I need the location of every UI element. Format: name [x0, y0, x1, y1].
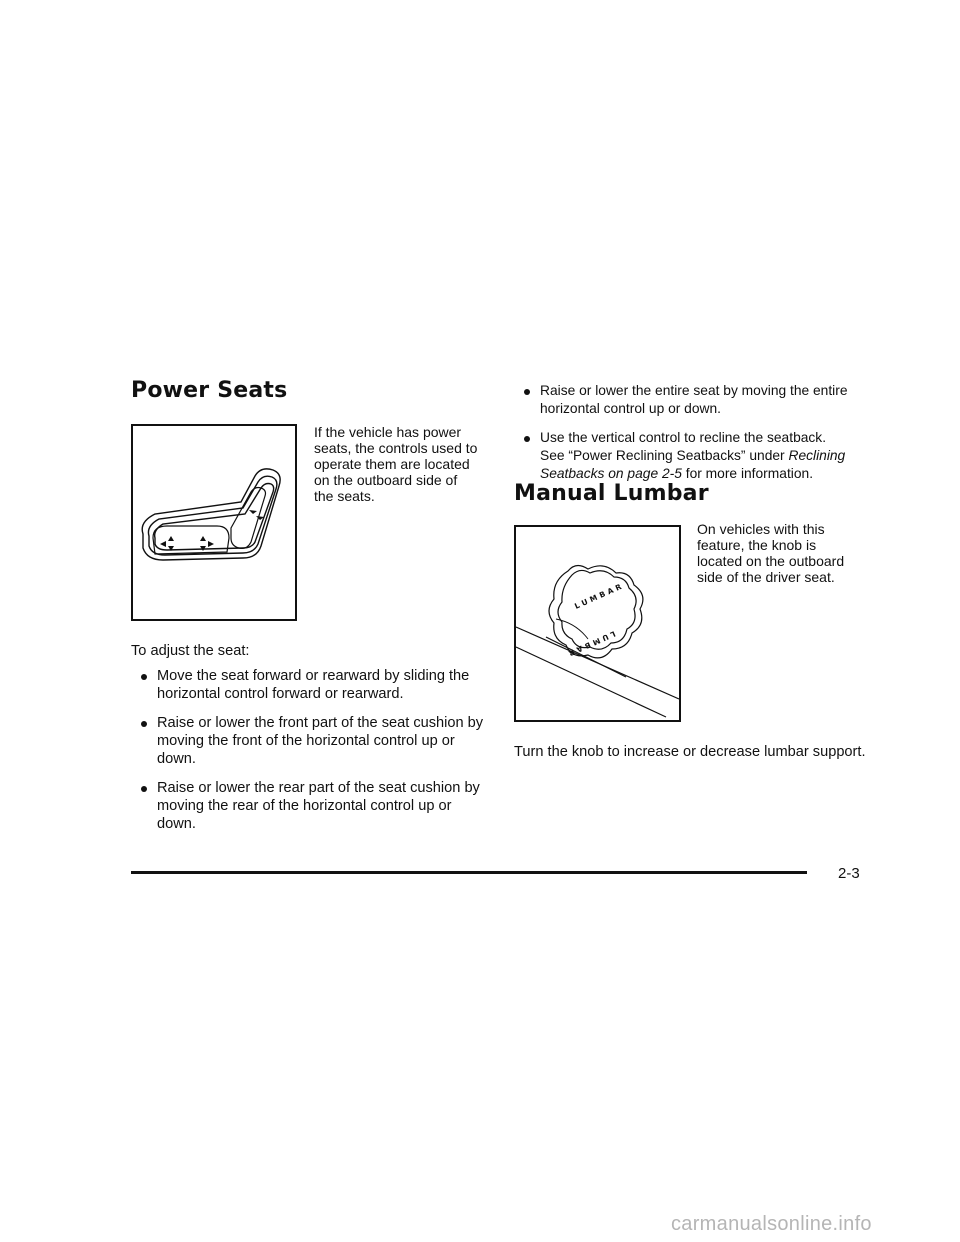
intro-line: If the vehicle has power	[314, 424, 462, 440]
intro-line: located on the outboard	[697, 553, 845, 569]
lumbar-knob-icon	[516, 527, 679, 720]
intro-line: seats, the controls used to	[314, 440, 478, 456]
intro-line: on the outboard side of	[314, 472, 458, 488]
cross-reference-link[interactable]: Reclining	[788, 448, 846, 463]
knob-label-top: LUMBAR	[573, 580, 626, 611]
bullet-line: Use the vertical control to recline the seatback.	[540, 430, 827, 445]
watermark-text[interactable]: carmanualsonline.info	[671, 1213, 872, 1235]
lumbar-instruction: Turn the knob to increase or decrease lumbar support.	[514, 744, 866, 760]
bullet-icon	[524, 436, 530, 442]
bullet-line: horizontal control forward or rearward.	[157, 686, 404, 702]
adjust-seat-label: To adjust the seat:	[131, 643, 250, 659]
list-item	[514, 382, 874, 418]
bullet-line: moving the front of the horizontal control up or down.	[157, 733, 455, 767]
power-seats-heading: Power Seats	[131, 378, 288, 403]
intro-line: side of the driver seat.	[697, 569, 835, 585]
bullet-line: Raise or lower the entire seat by moving the entire	[540, 383, 848, 398]
list-item	[131, 779, 491, 833]
cross-reference-text: See “Power Reclining Seatbacks” under	[540, 448, 789, 463]
power-seats-intro	[314, 424, 494, 504]
list-item	[131, 714, 491, 768]
cross-reference-text: for more information.	[681, 466, 814, 481]
bullet-icon	[524, 389, 530, 395]
manual-lumbar-heading: Manual Lumbar	[514, 481, 709, 506]
footer-rule	[131, 871, 807, 874]
seat-control-switch-icon	[133, 426, 295, 619]
bullet-icon	[141, 721, 147, 727]
intro-line: feature, the knob is	[697, 537, 817, 553]
cross-reference-link[interactable]: Seatbacks on page 2-5	[540, 466, 682, 481]
list-item	[514, 429, 874, 483]
intro-line: the seats.	[314, 488, 375, 504]
bullet-icon	[141, 786, 147, 792]
bullet-line	[540, 447, 874, 465]
bullet-line: moving the rear of the horizontal control up or down.	[157, 798, 452, 832]
knob-label-bottom: LUMBAR	[564, 629, 617, 660]
bullet-line: Raise or lower the rear part of the seat cushion by	[157, 780, 480, 796]
intro-line: On vehicles with this	[697, 521, 825, 537]
bullet-icon	[141, 674, 147, 680]
seat-adjust-list-continued	[514, 382, 874, 494]
list-item	[131, 667, 491, 703]
adjust-seat-list	[131, 667, 491, 844]
bullet-line: Move the seat forward or rearward by sliding the	[157, 668, 470, 684]
manual-lumbar-intro	[697, 521, 877, 585]
intro-line: operate them are located	[314, 456, 470, 472]
power-seat-controls-illustration	[131, 424, 297, 621]
lumbar-knob-illustration	[514, 525, 681, 722]
bullet-line: Raise or lower the front part of the seat cushion by	[157, 715, 484, 731]
page-number: 2-3	[838, 865, 860, 882]
bullet-line: horizontal control up or down.	[540, 401, 721, 416]
